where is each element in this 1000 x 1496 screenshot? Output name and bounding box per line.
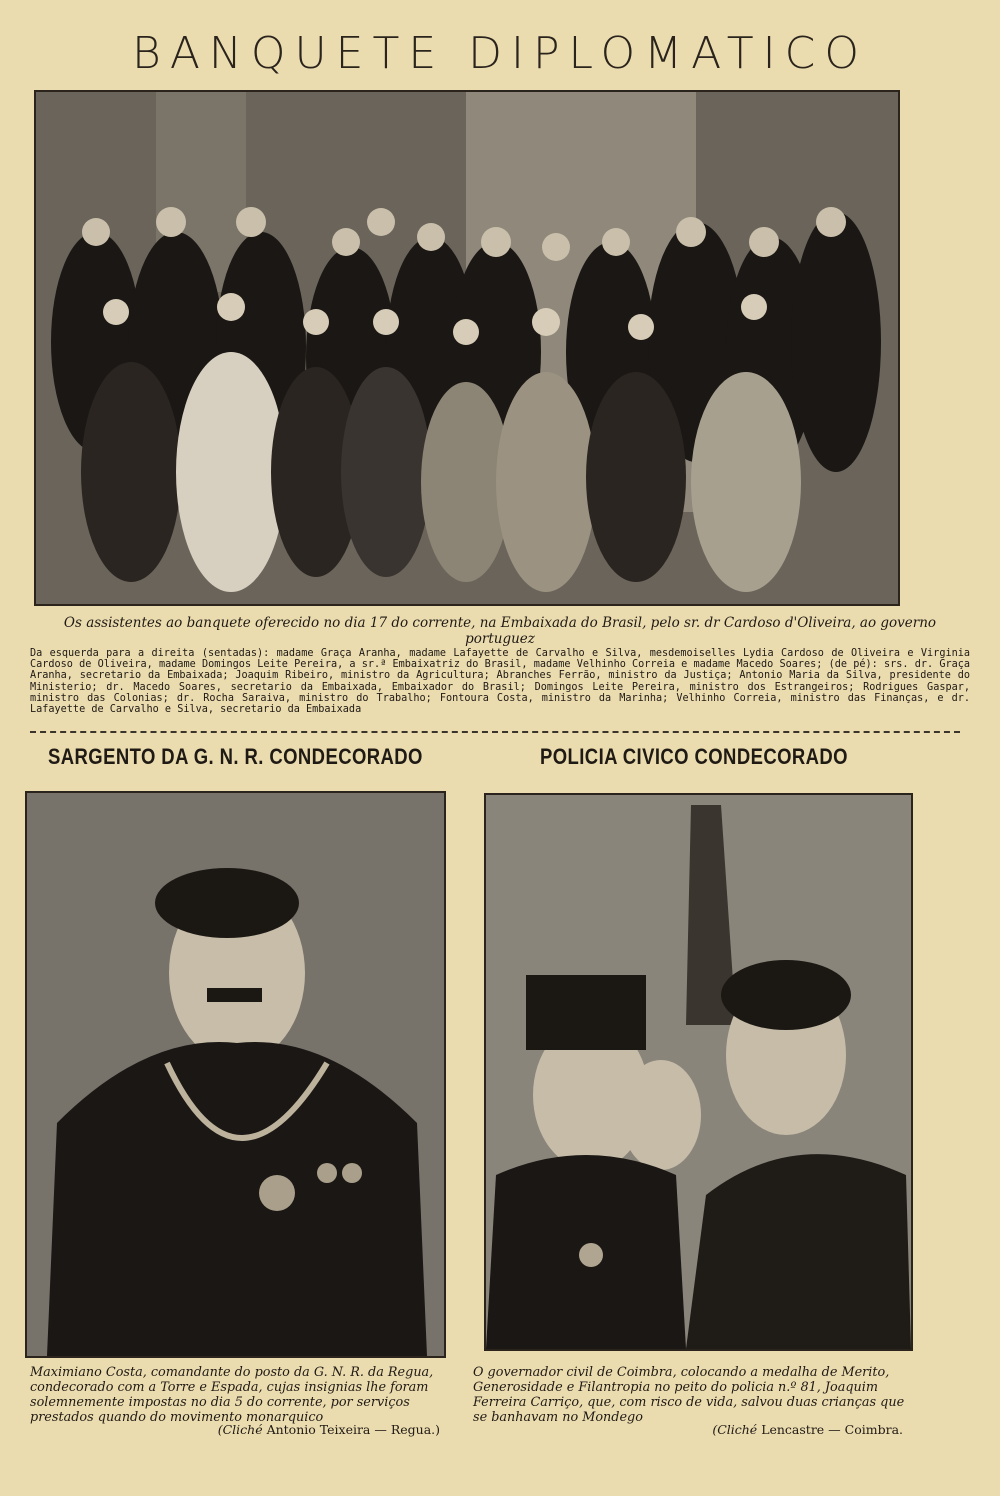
sargento-credit-name: Antonio Teixeira — Regua.) [266,1422,440,1437]
sargento-credit [30,1422,440,1437]
policia-caption: O governador civil de Coimbra, colocando a medalha de Merito, Generosidade e Filantropia no peito do policia n.º 81, Joaquim Ferreira Carriço, que, com risco de vida, salvou duas crianças que se banhavam no Mondego [473,1365,905,1425]
policia-heading: POLICIA CIVICO CONDECORADO [540,744,848,769]
policia-credit-label: (Cliché [712,1422,758,1437]
sargento-credit-label: (Cliché [217,1422,263,1437]
banquet-names-list: Da esquerda para a direita (sentadas): madame Graça Aranha, madame Lafayette de Carvalho e Silva, mesdemoiselles Lydia Cardoso de Oliveira e Virginia Cardoso de Oliveira, madame Domingos Leite Pereira, a sr.ª Embaixatriz do Brasil, madame Velhinho Correia e madame Macedo Soares; (de pé): srs. dr. Graça Aranha, secretario da Embaixada; Joaquim Ribeiro, ministro da Agricultura; Abranches Ferrão, ministro da Justiça; Antonio Maria da Silva, presidente do Ministerio; dr. Macedo Soares, secretario da Embaixada, Embaixador do Brasil; Domingos Leite Pereira, ministro dos Estrangeiros; Rodrigues Gaspar, ministro das Colonias; dr. Rocha Saraiva, ministro do Trabalho; Fontoura Costa, ministro da Marinha; Velhinho Correia, ministro das Finanças, e dr. Lafayette de Carvalho e Silva, secretario da Embaixada [30,648,970,716]
sargento-portrait-photo [25,791,446,1358]
sargento-caption: Maximiano Costa, comandante do posto da G. N. R. da Regua, condecorado com a Torre e Espada, cujas insignias lhe foram solemnemente impostas no dia 5 do corrente, por serviços prestados quando do movimento monarquico [30,1365,434,1425]
banquet-caption: Os assistentes ao banquete oferecido no dia 17 do corrente, na Embaixada do Brasil, pelo sr. dr Cardoso d'Oliveira, ao governo portuguez [63,615,937,647]
page-title: BANQUETE DIPLOMATICO [132,28,868,79]
banquet-group-photo [34,90,900,606]
section-divider [30,731,960,733]
sargento-photo-illustration [27,793,444,1356]
policia-credit [473,1422,903,1437]
sargento-heading: SARGENTO DA G. N. R. CONDECORADO [48,744,423,769]
policia-photo-illustration [486,795,911,1349]
banquet-photo-illustration [36,92,898,604]
policia-ceremony-photo [484,793,913,1351]
policia-credit-name: Lencastre — Coimbra. [761,1422,903,1437]
